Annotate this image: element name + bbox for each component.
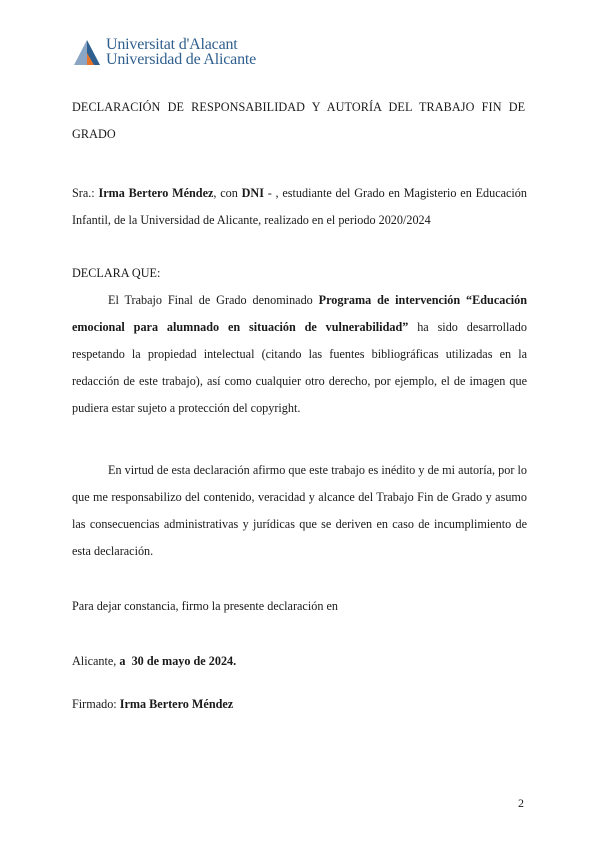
page-number: 2 [518, 796, 524, 810]
declara-heading: DECLARA QUE: [72, 266, 161, 280]
body-paragraph-1 [72, 287, 527, 422]
signer-name: Irma Bertero Méndez [119, 697, 234, 711]
constancia-line: Para dejar constancia, firmo la presente declaración en [72, 599, 338, 613]
program-title: Programa de intervención “Educación emocional para alumnado en situación de vulnerabilidad” [72, 293, 527, 334]
author-name: Irma Bertero Méndez [98, 186, 214, 200]
document-title: DECLARACIÓN DE RESPONSABILIDAD Y AUTORÍA DEL TRABAJO FIN DE GRADO [72, 100, 526, 141]
body1-suffix: ha sido desarrollado respetando la propiedad intelectual (citando las fuentes bibliográficas utilizadas en la redacción de este trabajo), así como cualquier otro derecho, por ejemplo, el de imagen que pudiera estar sujeto a protección del copyright. [72, 320, 527, 415]
salutation: Sra.: [72, 186, 95, 200]
body1-prefix: El Trabajo Final de Grado denominado [108, 293, 319, 307]
intro-connector: , con [213, 186, 242, 200]
signature-date: 30 de mayo de 2024. [131, 654, 237, 668]
intro-paragraph [72, 180, 527, 234]
logo-line-1: Universitat d'Alacant [106, 36, 238, 53]
university-crest-icon [72, 37, 102, 67]
intro-rest: - , estudiante del Grado en Magisterio en Educación Infantil, de la Universidad de Alicante, realizado en el periodo 2020/2024 [72, 186, 527, 227]
body-paragraph-2: En virtud de esta declaración afirmo que este trabajo es inédito y de mi autoría, por lo que me responsabilizo del contenido, veracidad y alcance del Trabajo Fin de Grado y asumo las consecuencias administrativas y jurídicas que se deriven en caso de incumplimiento de esta declaración. [72, 463, 527, 558]
signed-label: Firmado: [72, 697, 117, 711]
date-line [72, 648, 527, 675]
dni-label: DNI [241, 186, 264, 200]
university-logo [72, 36, 256, 68]
signed-line [72, 691, 527, 718]
city: Alicante, [72, 654, 117, 668]
logo-line-2: Universidad de Alicante [106, 51, 257, 68]
logo-text [106, 37, 256, 67]
date-a: a [119, 654, 126, 668]
